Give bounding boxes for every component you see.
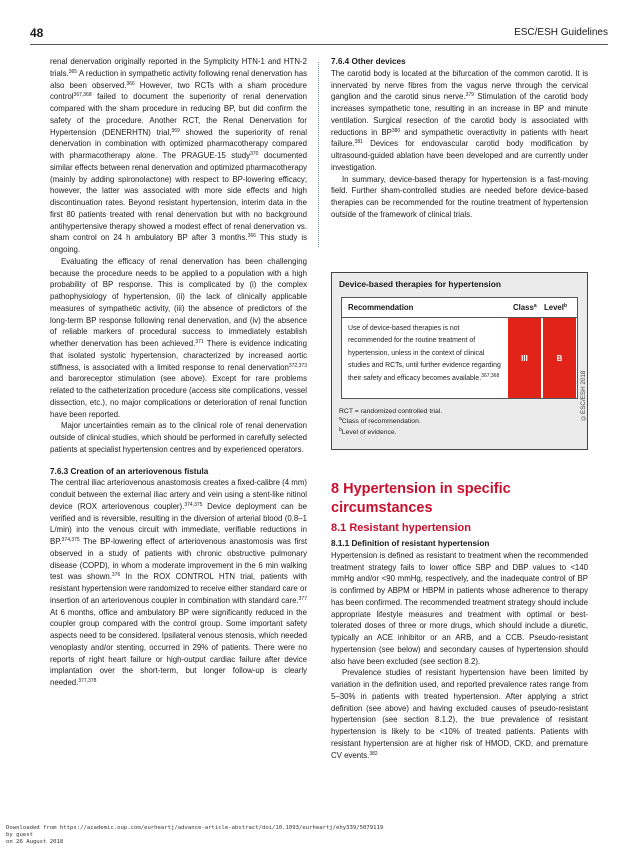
citation: 365 (68, 68, 78, 75)
citation: 366 (126, 80, 135, 87)
section-title-8: 8 Hypertension in specific circumstances (331, 481, 511, 516)
running-head: ESC/ESH Guidelines (514, 27, 608, 38)
footnote-b: $^b$Level of evidence. (339, 426, 397, 436)
recommendation-box (331, 272, 588, 450)
section-heading-7-6-4: 7.6.4 Other devices (331, 57, 406, 66)
citation: 374,375 (184, 501, 203, 508)
paragraph: The central iliac arteriovenous anastomosis creates a fixed-calibre (4 mm) conduit between the external iliac artery and vein using a stent-like nitinol device (ROX arteriovenous coupler).$^{374,375}$ Device deployment can be verified and is reversible, resulting in the diversion of arterial blood (0.8–1 L/min) into the venous circuit with immediate, verifiable reductions in BP.$^{374,375}$ The BP-lowering effect of arteriovenous anastomosis was first observed in a study of patients with chronic obstructive pulmonary disease (COPD), in whom a moderate improvement in the 6 min walking test was shown.$^{376}$ In the ROX CONTROL HTN trial, patients with resistant hypertension were randomized to receive either standard care or insertion of an arteriovenous coupler in combination with standard care.$^{377}$ At 6 months, office and ambulatory BP were significantly reduced in the coupler group compared with the control group. Some important safety aspects need to be considered. Ipsilateral venous stenosis, which needed venoplasty and/or stenting, occurred in 29% of patients. There were no reports of right heart failure or high-output cardiac failure after device implantation over the short-term, but longer follow-up is clearly needed.$^{377,378}$ (50, 478, 307, 687)
footnote-rct: RCT = randomized controlled trial. (339, 408, 443, 415)
copyright-watermark: ©ESC/ESH 2018 (580, 370, 587, 422)
citation: 374,375 (61, 537, 80, 543)
paragraph: The carotid body is located at the bifurcation of the common carotid. It is innervated by nerve fibres from the vagus nerve through the cervical ganglion and the carotid sinus nerve.$^{379}$ Stimulation of the carotid body increases sympathetic tone, resulting in an increase in BP and minute ventilation. Surgical resection of the carotid body is associated with reductions in BP$^{380}$ and sympathetic overactivity in patients with heart failure.$^{381}$ Devices for endovascular carotid body modification by ultrasound-guided ablation have been developed and are currently under investigation. (331, 68, 588, 172)
paragraph: renal denervation originally reported in the Symplicity HTN-1 and HTN-2 trials.$^{365}$ A reduction in sympathetic activity following renal denervation has also been observed.$^{366}$ However, two RCTs with a sham procedure control$^{367,368}$ failed to document the superiority of renal denervation compared with the sham procedure in reducing BP, but did confirm the safety of the procedure. Another RCT, the Renal Denervation for Hypertension (DENERHTN) trial,$^{369}$ showed the superiority of renal denervation in combination with optimized pharmacotherapy compared with pharmacotherapy alone. The PRAGUE-15 study$^{370}$ documented similar effects between renal denervation and optimized pharmacotherapy (mainly by adding spironolactone) with respect to BP-lowering efficacy; however, the latter was associated with more side effects and high discontinuation rates. Beyond resistant hypertension, interim data in the first 80 patients treated with renal denervation but with no background antihypertensive therapy showed a modest effect of renal denervation vs. sham control on 24 h ambulatory BP after 3 months.$^{366}$ This study is ongoing. (50, 57, 307, 254)
section-heading-8-1-1: 8.1.1 Definition of resistant hypertension (331, 539, 490, 548)
paragraph: Major uncertainties remain as to the clinical role of renal denervation outside of clinical studies, which should be performed in carefully selected patients at specialist hypertension centres and by experienced operators. (50, 421, 307, 454)
citation: 379 (465, 92, 474, 99)
section-heading-7-6-3: 7.6.3 Creation of an arteriovenous fistula (50, 466, 209, 476)
column-header-class: Class$^a$ (513, 303, 537, 312)
citation: 371 (195, 339, 204, 345)
section-heading-8-1: 8.1 Resistant hypertension (331, 522, 471, 534)
column-header-level: Level$^b$ (544, 303, 568, 312)
paragraph: In summary, device-based therapy for hypertension is a fast-moving field. Further sham-controlled studies are needed before device-based therapies can be recommended for the routine treatment of hypertension outside of the framework of clinical trials. (331, 174, 588, 219)
table-header-rule (342, 317, 577, 318)
citation: 381 (354, 139, 363, 146)
superscript-b: b (563, 303, 568, 309)
citation: 370 (250, 151, 259, 157)
citation: 377,378 (78, 678, 97, 684)
class-cell: III (508, 318, 541, 398)
citation: 372,373 (288, 362, 307, 369)
download-note: Downloaded from https://academic.oup.com/eurheartj/advance-article-abstract/doi/10.1093/eurheartj/ehy339/5079119 by guest on 26 August 2018 (6, 825, 384, 845)
citation: 367,368 (73, 92, 92, 99)
citation: 367,368 (481, 372, 500, 379)
box-footnotes (339, 407, 442, 438)
column-divider (318, 62, 319, 247)
citation: 382 (369, 750, 378, 757)
citation: 369 (171, 127, 180, 134)
recommendation-text: Use of device-based therapies is not recommended for the routine treatment of hypertension, unless in the context of clinical studies and RCTs, until further evidence regarding their safety and efficacy becomes available.$^{367,368}$ (348, 325, 501, 382)
citation: 376 (111, 572, 121, 579)
paragraph: Prevalence studies of resistant hypertension have been limited by variation in the definition used, and reported prevalence rates range from 5–30% in patients with treated hypertension. After applying a strict definition (see above) and having excluded causes of pseudo-resistant hypertension (see section 8.1.2), the true prevalence of resistant hypertension is likely to be <10% of treated patients. Patients with resistant hypertension are at higher risk of HMOD, CKD, and premature CV events.$^{382}$ (331, 668, 588, 760)
level-cell: B (543, 318, 576, 398)
left-column (50, 56, 307, 689)
footnote-a: $^a$Class of recommendation. (339, 416, 421, 426)
header-rule (30, 44, 608, 45)
section-8-body (331, 538, 588, 761)
column-header-recommendation: Recommendation (348, 303, 414, 312)
citation: 380 (391, 127, 401, 134)
citation: 366 (247, 233, 256, 240)
citation: 377 (298, 595, 307, 602)
paragraph: Evaluating the efficacy of renal denervation has been challenging because the procedure needs to be applied to a population with a high probability of BP response. This is complicated by (i) the complex pathophysiology of hypertension, (ii) the lack of clinically applicable measures of sympathetic activity, (iii) the absence of predictors of the long-term BP response following renal denervation, and (iv) the absence of reliable markers of procedural success to immediately establish whether denervation has been achieved.$^{371}$ There is evidence indicating that isolated systolic hypertension, characterized by increased aortic stiffness, is associated with a limited response to renal denervation$^{372,373}$ and baroreceptor stimulation (see above). Except for rare problems related to the catheterization procedure (access site complications, vessel dissection, etc.), no major complications or deterioration of renal function have been reported. (50, 256, 307, 419)
superscript-a: a (533, 303, 537, 309)
recommendation-table (341, 297, 578, 399)
page-number: 48 (30, 26, 44, 40)
paragraph: Hypertension is defined as resistant to treatment when the recommended treatment strategy fails to lower office SBP and DBP values to <140 mmHg and/or <90 mmHg, respectively, and the inadequate control of BP is confirmed by ABPM or HBPM in patients whose adherence to therapy has been confirmed. The recommended treatment strategy should include appropriate lifestyle measures and treatment with optimal or best-tolerated doses of three or more drugs, which should include a diuretic, typically an ACE inhibitor or an ARB, and a CCB. Pseudo-resistant hypertension (see below) and secondary causes of hypertension should also have been excluded (see section 8.2). (331, 550, 588, 666)
right-column (331, 56, 588, 221)
recommendation-box-title: Device-based therapies for hypertension (339, 279, 501, 289)
